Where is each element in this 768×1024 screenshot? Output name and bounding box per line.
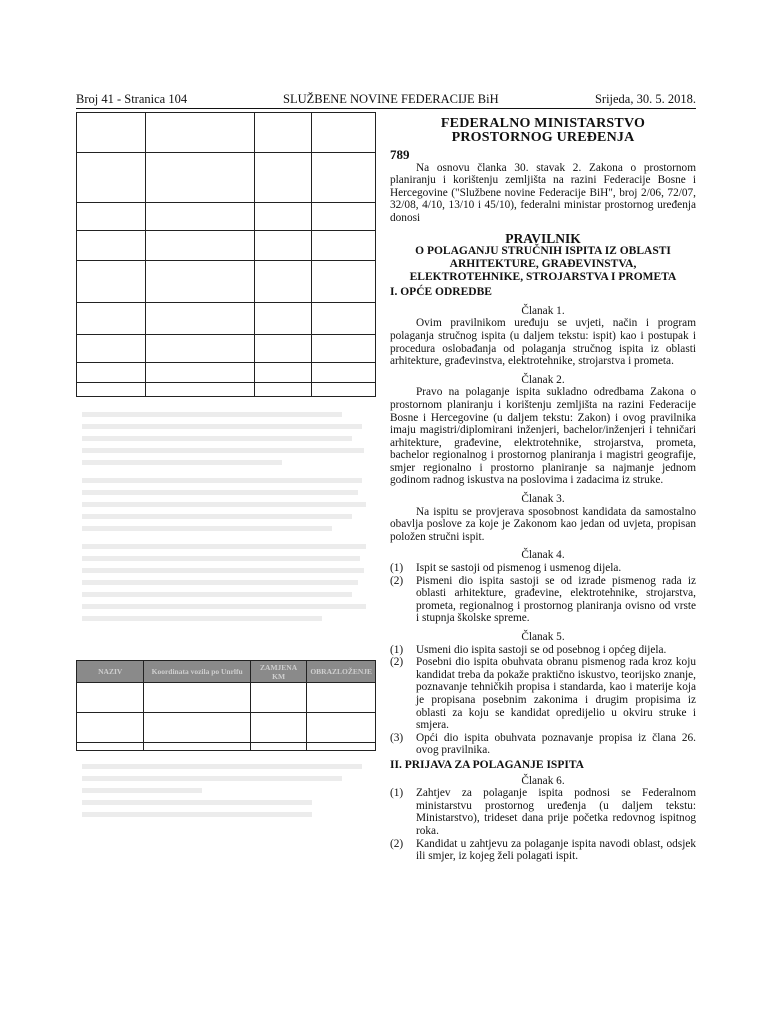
section-heading: II. PRIJAVA ZA POLAGANJE ISPITA bbox=[390, 758, 584, 771]
faded-text-line bbox=[82, 776, 342, 781]
faded-col-header: NAZIV bbox=[77, 661, 144, 683]
page-header bbox=[76, 92, 696, 108]
article-heading: Članak 3. bbox=[521, 493, 565, 506]
faded-text-line bbox=[82, 556, 360, 561]
header-rule bbox=[76, 108, 696, 109]
faded-text-line bbox=[82, 592, 352, 597]
list-item: (2) Posebni dio ispita obuhvata obranu pismenog rada kroz koju kandidat treba da pokaže praktično iskustvo, teorijsko znanje, poznavanje tehničkih propisa i standarda, kao i materije koja je propisana posebnim zakonima i drugim propisima iz oblasti za koju se kandidat opredijelio u okviru struke i smjera. bbox=[390, 656, 696, 732]
article-heading: Članak 4. bbox=[521, 549, 565, 562]
faded-table-top bbox=[76, 112, 376, 397]
faded-text-line bbox=[82, 616, 322, 621]
article-heading: Članak 2. bbox=[521, 373, 565, 386]
section-heading: I. OPĆE ODREDBE bbox=[390, 286, 492, 299]
gazette-title: SLUŽBENE NOVINE FEDERACIJE BiH bbox=[283, 92, 499, 106]
intro-paragraph: Na osnovu članka 30. stavak 2. Zakona o prostornom planiranju i korištenju zemljišta na razini Federacije Bosne i Hercegovine ("Službene novine Federacije BiH", broj 2/06, 72/07, 32/08, 4/10, 13/10 i 45/10), federalni ministar prostornog uređenja donosi bbox=[390, 161, 696, 224]
act-number: 789 bbox=[390, 147, 410, 162]
faded-text-line bbox=[82, 514, 352, 519]
issue-page-number: Broj 41 - Stranica 104 bbox=[76, 92, 188, 106]
faded-text-line bbox=[82, 424, 362, 429]
article-heading: Članak 6. bbox=[521, 774, 565, 787]
faded-text-line bbox=[82, 788, 202, 793]
faded-text-line bbox=[82, 604, 366, 609]
faded-text-line bbox=[82, 812, 312, 817]
article-text: Ovim pravilnikom uređuju se uvjeti, način i program polaganja stručnog ispita (u daljem tekstu: ispit) kao i postupak i procedura oslobađanja od polaganja stručnog ispita iz oblasti arhitekture, građevinstva, elektrotehnike, strojarstva i prometa. bbox=[390, 317, 696, 368]
faded-col-header: Koordinata vozila po Unrlfu bbox=[144, 661, 250, 683]
list-item: (3) Opći dio ispita obuhvata poznavanje propisa iz člana 26. ovog pravilnika. bbox=[390, 731, 696, 757]
list-item: (2) Pismeni dio ispita sastoji se od izrade pismenog rada iz oblasti arhitekture, građevine, elektrotehnike, strojarstva, prometa, regionalnog i prostornog planiranja ovisno od vrste i stupnja školske spreme. bbox=[390, 574, 696, 625]
faded-text-line bbox=[82, 412, 342, 417]
faded-text-line bbox=[82, 460, 282, 465]
faded-text-line bbox=[82, 526, 332, 531]
list-item: (1) Zahtjev za polaganje ispita podnosi se Federalnom ministarstvu prostornog uređenja (u daljem tekstu: Ministarstvo), trideset dana prije početka redovnog ispitnog roka. bbox=[390, 787, 696, 837]
article-heading: Članak 5. bbox=[521, 631, 565, 643]
faded-text-line bbox=[82, 764, 362, 769]
ministry-name: FEDERALNO MINISTARSTVO PROSTORNOG UREĐENJA bbox=[440, 116, 646, 145]
article-text: Pravo na polaganje ispita sukladno odredbama Zakona o prostornom planiranju i korištenju zemljišta na razini Federacije Bosne i Hercegovine (u daljem tekstu: Zakon) i ovog pravilnika imaju magistri/diplomirani inženjeri, bachelor/inženjeri i tehničari arhitekture, građevine, elektrotehnike, strojarstva, prometa, bachelor regionalnog i prostornog planiranja i magistri geografije, smjer regionalno i prostorno planiranje sa najmanje jednom godinom radnog iskustva na poslovima i zadacima iz struke. bbox=[390, 386, 696, 487]
faded-table-bottom bbox=[76, 660, 376, 751]
faded-text-line bbox=[82, 436, 352, 441]
faded-text-line bbox=[82, 448, 364, 453]
faded-text-line bbox=[82, 490, 358, 495]
issue-date: Srijeda, 30. 5. 2018. bbox=[594, 92, 696, 106]
document-title: PRAVILNIK bbox=[505, 230, 581, 246]
faded-text-line bbox=[82, 568, 364, 573]
faded-text-line bbox=[82, 478, 362, 483]
faded-text-line bbox=[82, 580, 358, 585]
faded-col-header: OBRAZLOŽENJE bbox=[307, 661, 376, 683]
faded-col-header: ZAMJENA KM bbox=[250, 661, 306, 683]
faded-text-line bbox=[82, 800, 312, 805]
list-item: (2) Kandidat u zahtjevu za polaganje ispita navodi oblast, odsjek ili smjer, iz kojeg želi polagati ispit. bbox=[390, 837, 696, 863]
list-item: (1) Usmeni dio ispita sastoji se od posebnog i općeg dijela. bbox=[390, 643, 667, 656]
article-heading: Članak 1. bbox=[521, 304, 565, 317]
right-column bbox=[390, 117, 696, 863]
article-text: Na ispitu se provjerava sposobnost kandidata da samostalno obavlja poslove za koje je Zakonom kao jedan od uvjeta, propisan položen stručni ispit. bbox=[390, 505, 696, 543]
faded-text-line bbox=[82, 544, 366, 549]
faded-text-line bbox=[82, 502, 366, 507]
list-item: (1) Ispit se sastoji od pismenog i usmenog dijela. bbox=[390, 562, 622, 575]
document-subtitle: O POLAGANJU STRUČNIH ISPITA IZ OBLASTI ARHITEKTURE, GRAĐEVINSTVA, ELEKTROTEHNIKE, STROJARSTVA I PROMETA bbox=[409, 245, 677, 284]
